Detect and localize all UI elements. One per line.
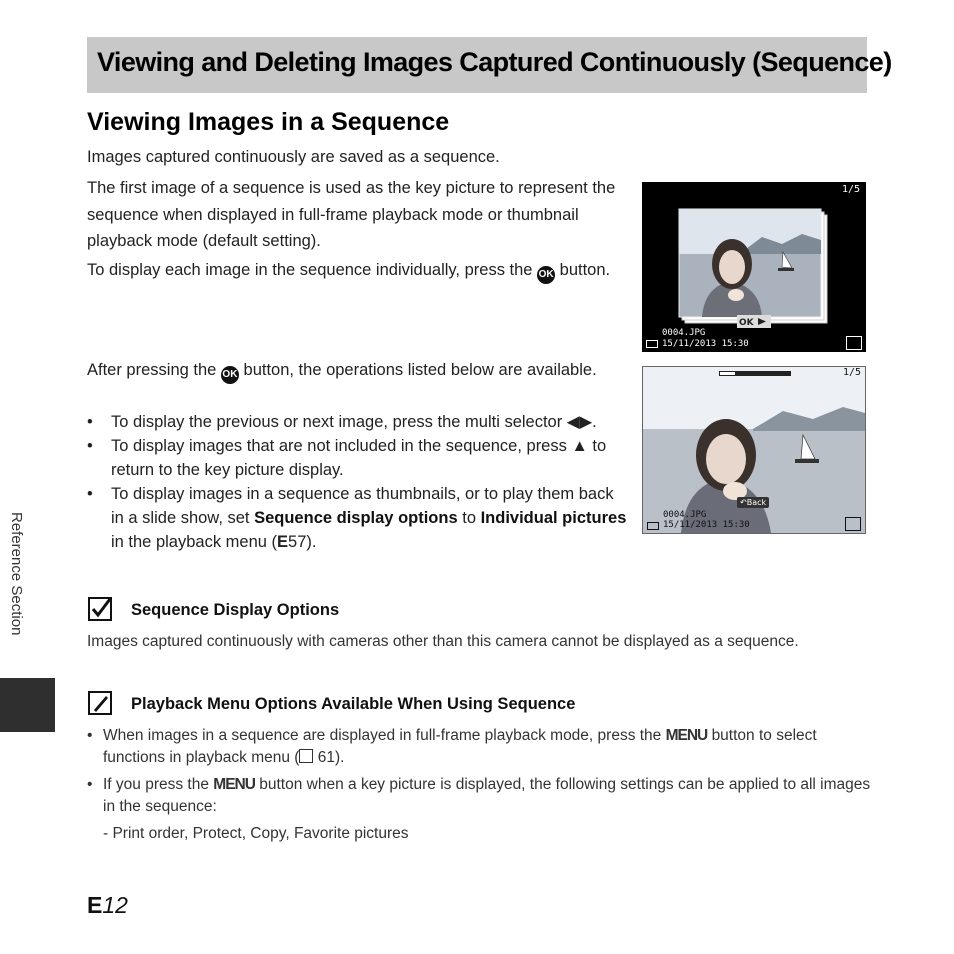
p3-pre: To display each image in the sequence individually, press the bbox=[87, 261, 533, 279]
i1-post: button to select functions in playback menu ( bbox=[103, 727, 817, 766]
page-number bbox=[87, 892, 128, 919]
note-text: Images captured continuously with cameras other than this camera cannot be displayed as a sequence. bbox=[87, 633, 799, 650]
p4-pre: After pressing the bbox=[87, 361, 217, 379]
sub-item: - Print order, Protect, Copy, Favorite pictures bbox=[103, 825, 409, 842]
section-title: Viewing Images in a Sequence bbox=[87, 108, 450, 136]
paragraph-intro: Images captured continuously are saved as a sequence. bbox=[87, 148, 500, 166]
i1-ref: 61 bbox=[317, 749, 335, 766]
b3-end: ). bbox=[306, 533, 317, 551]
pencil-icon bbox=[88, 691, 112, 715]
list-item: • To display images that are not included in the sequence, press ▲ to return to the key picture display. bbox=[87, 434, 627, 482]
date-time: 15/11/2013 15:30 bbox=[662, 339, 749, 349]
b3-mid: to bbox=[462, 509, 476, 527]
frame-counter: 1/5 bbox=[842, 367, 861, 378]
page-reference-icon bbox=[299, 749, 313, 763]
ok-button-icon: OK bbox=[537, 266, 555, 284]
file-name: 0004.JPG bbox=[663, 510, 707, 520]
page-number-value: 12 bbox=[102, 892, 128, 918]
section-sidebar-label: Reference Section bbox=[8, 512, 25, 636]
section-tab bbox=[0, 678, 55, 732]
menu-option-individual-pictures: Individual pictures bbox=[480, 509, 627, 527]
back-label: Back bbox=[746, 498, 767, 507]
paragraph-ok bbox=[87, 257, 617, 284]
image-size-icon bbox=[846, 336, 862, 350]
ok-button-icon: OK bbox=[221, 366, 239, 384]
image-size-icon bbox=[845, 517, 861, 531]
date-time: 15/11/2013 15:30 bbox=[663, 520, 750, 530]
back-hint bbox=[737, 497, 769, 508]
list-item: • To display the previous or next image, press the multi selector ◀▶. bbox=[87, 410, 627, 434]
list-item bbox=[87, 774, 877, 818]
file-name: 0004.JPG bbox=[662, 328, 706, 338]
menu-option-sequence-display: Sequence display options bbox=[254, 509, 458, 527]
note-title-sequence-display: Sequence Display Options bbox=[131, 601, 340, 619]
frame-counter: 1/5 bbox=[841, 184, 860, 195]
key-picture-illustration bbox=[642, 182, 866, 352]
svg-text:OK: OK bbox=[739, 318, 754, 328]
battery-icon bbox=[646, 340, 658, 348]
i1-end: ). bbox=[335, 749, 345, 766]
reference-icon: E bbox=[277, 533, 289, 551]
camera-screen-key-picture bbox=[642, 182, 866, 352]
paragraph-after-ok bbox=[87, 357, 617, 384]
p3-post: button. bbox=[559, 261, 611, 279]
check-icon bbox=[88, 597, 112, 621]
back-icon: ↶ bbox=[740, 498, 747, 507]
individual-picture-illustration bbox=[643, 367, 865, 533]
note-list bbox=[87, 725, 877, 818]
b3-ref: 57 bbox=[288, 533, 307, 551]
note-title-playback-menu: Playback Menu Options Available When Using Sequence bbox=[131, 695, 576, 713]
chapter-title: Viewing and Deleting Images Captured Continuously (Sequence) bbox=[97, 47, 892, 77]
camera-screen-individual bbox=[642, 366, 866, 534]
list-item bbox=[87, 482, 627, 554]
i2-post: button when a key picture is displayed, the following settings can be applied to all images in the sequence: bbox=[103, 776, 871, 815]
b3-text: To display images in a sequence as thumbnails, or to play them back in a slide show, set bbox=[111, 485, 614, 527]
menu-button-icon: MENU bbox=[665, 727, 708, 744]
chapter-banner bbox=[87, 37, 892, 93]
menu-button-icon: MENU bbox=[213, 776, 255, 793]
list-item bbox=[87, 725, 877, 769]
b3-post: in the playback menu ( bbox=[111, 533, 278, 551]
i2-pre: If you press the bbox=[103, 776, 209, 793]
page-prefix: E bbox=[87, 892, 103, 918]
p4-post: button, the operations listed below are available. bbox=[243, 361, 597, 379]
battery-icon bbox=[647, 522, 659, 530]
i1-pre: When images in a sequence are displayed in full-frame playback mode, press the bbox=[103, 727, 662, 744]
paragraph-key-picture: The first image of a sequence is used as the key picture to represent the sequence when displayed in full-frame playback mode or thumbnail playback mode (default setting). bbox=[87, 179, 616, 250]
operations-list bbox=[87, 410, 627, 554]
